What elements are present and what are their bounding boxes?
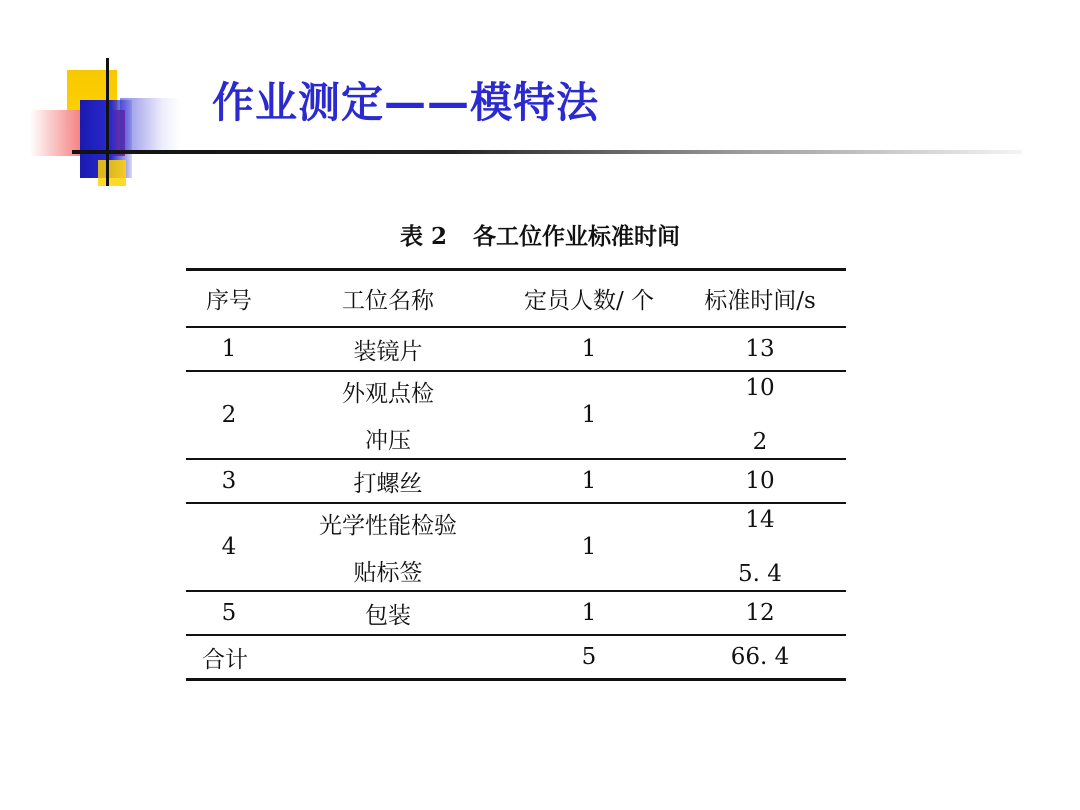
cell-staff: 1 <box>581 402 597 428</box>
cell-time: 12 <box>745 600 775 626</box>
cell-time: 2 <box>752 429 768 455</box>
table-row <box>186 459 846 503</box>
cell-station: 光学性能检验 <box>319 513 457 539</box>
cell-no: 4 <box>221 534 237 560</box>
cell-time-group <box>674 371 846 459</box>
title-underline <box>72 150 1022 154</box>
header-station: 工位名称 <box>342 288 434 314</box>
cell-no: 2 <box>221 402 237 428</box>
cell-station: 冲压 <box>365 428 411 454</box>
cell-staff: 1 <box>581 468 597 494</box>
table-row <box>186 591 846 635</box>
table-row <box>186 371 846 459</box>
cell-station: 打螺丝 <box>353 470 423 497</box>
cell-time: 10 <box>745 468 775 494</box>
cell-no: 3 <box>221 468 237 494</box>
cell-time-group <box>674 503 846 591</box>
header-time: 标准时间/s <box>704 288 816 314</box>
cell-station: 贴标签 <box>353 560 423 586</box>
cell-station-group <box>272 371 504 459</box>
cell-staff: 1 <box>581 336 597 362</box>
cell-staff: 1 <box>581 600 597 626</box>
cell-station: 装镜片 <box>353 338 423 365</box>
header-staff: 定员人数/ 个 <box>523 288 655 314</box>
cell-no: 5 <box>221 600 237 626</box>
cell-time: 14 <box>745 507 775 533</box>
table-row <box>186 503 846 591</box>
cell-time: 5. 4 <box>738 561 782 587</box>
table-caption-tag: 表 2 <box>399 223 447 250</box>
cell-empty <box>272 635 504 680</box>
table-caption-text: 各工位作业标准时间 <box>473 223 680 250</box>
logo-vertical-line <box>106 58 109 186</box>
table-row <box>186 327 846 371</box>
cell-total-label: 合计 <box>202 646 248 673</box>
cell-no: 1 <box>221 336 237 362</box>
cell-total-time: 66. 4 <box>730 644 790 670</box>
table-header-row <box>186 270 846 328</box>
cell-time: 10 <box>745 375 775 401</box>
cell-station: 包装 <box>365 602 411 629</box>
cell-time: 13 <box>745 336 775 362</box>
cell-station-group <box>272 503 504 591</box>
header-no: 序号 <box>206 288 252 314</box>
table-total-row <box>186 635 846 680</box>
cell-total-staff: 5 <box>581 644 597 670</box>
cell-station: 外观点检 <box>342 381 434 407</box>
standard-time-table <box>186 268 846 681</box>
table-caption <box>0 218 1080 251</box>
logo-yellow-small-block <box>98 160 126 186</box>
slide-title: 作业测定——模特法 <box>212 78 600 127</box>
cell-staff: 1 <box>581 534 597 560</box>
